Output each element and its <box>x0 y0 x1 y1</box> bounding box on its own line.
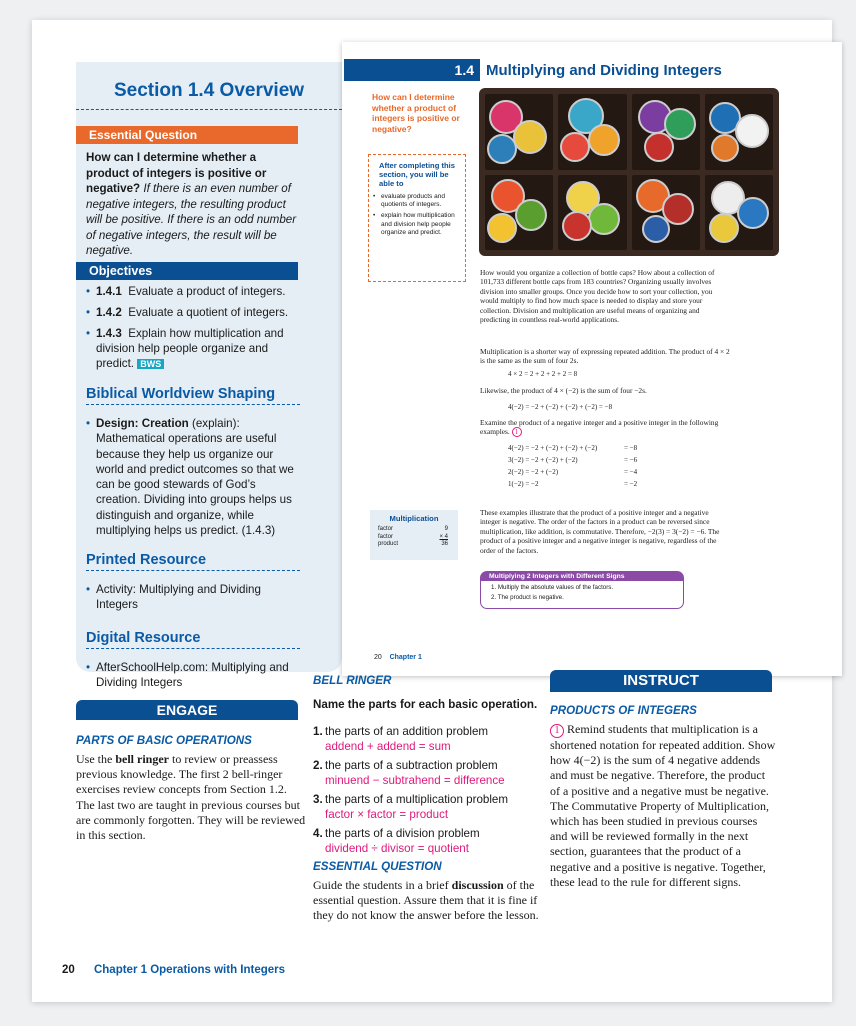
instruct-body: Remind students that multiplication is a shortened notation for repeated addition. Show how 4(−2) is the sum of 4 negative addends and must be negative. Therefore, the product of a positive and a negative must be negative. The Commutative Property of Multiplication, which has been studied in previous courses and will be reviewed formally in the next section, guarantees that the product of a negative and a positive is negative. Together, these lead to the rule for different signs. <box>550 722 776 889</box>
eq-answer: If there is an even number of negative integers, the resulting product will be positive. If there is an odd number of negative integers, the result will be negative. <box>86 182 297 257</box>
guiding-question: How can I determine whether a product of integers is positive or negative? <box>372 92 460 134</box>
engage-bar: ENGAGE <box>76 700 298 720</box>
example-result: = −6 <box>624 456 638 464</box>
teacher-edition-page <box>32 20 832 1002</box>
item-answer: dividend ÷ divisor = quotient <box>325 841 469 855</box>
marker-1: 1 <box>512 427 522 437</box>
intro-paragraph: How would you organize a collection of bottle caps? How about a collection of 101,733 different bottle caps from 183 countries? Organizing usually involves division into smaller groups. Once you decide how to sort your collection, you would multiply to find how much space is needed to display and store your collection. Division and multiplication are useful means of organizing and predicting in countless real-world applications. <box>480 268 715 325</box>
page-footer <box>62 964 285 976</box>
photo-cell <box>705 175 773 251</box>
item-number: 3. <box>313 793 323 806</box>
engage-text-bold: bell ringer <box>115 752 169 766</box>
objective-text: Explain how multiplication and division help people organize and predict. <box>96 327 284 370</box>
bws-heading: Biblical Worldview Shaping <box>86 386 300 405</box>
footer-page-number: 20 <box>62 964 75 976</box>
rule-heading: Multiplying 2 Integers with Different Signs <box>481 572 683 581</box>
equation-1: 4 × 2 = 2 + 2 + 2 + 2 = 8 <box>508 370 578 378</box>
bws-text <box>86 416 300 538</box>
essential-question-text <box>86 150 300 259</box>
instruct-bar: INSTRUCT <box>550 670 772 692</box>
bell-ringer-item <box>313 827 543 856</box>
mult-box-heading: Multiplication <box>389 514 439 523</box>
photo-cell <box>632 94 700 170</box>
item-question: the parts of a multiplication problem <box>325 793 509 806</box>
objective-text: Evaluate a product of integers. <box>128 285 286 298</box>
essential-question-guidance <box>313 878 543 924</box>
vocab-value: 36 <box>441 541 448 547</box>
objective-text: Evaluate a quotient of integers. <box>128 306 289 319</box>
mult-box-grid <box>370 526 458 549</box>
photo-cell <box>705 94 773 170</box>
objective-code: 1.4.3 <box>96 327 122 340</box>
item-answer: factor × factor = product <box>325 807 449 821</box>
example-row: 2(−2) = −2 + (−2) <box>508 468 559 476</box>
objectives-label: Objectives <box>76 262 298 280</box>
bws-lead: Design: Creation <box>96 417 189 430</box>
item-answer: minuend − subtrahend = difference <box>325 773 505 787</box>
vocab-label: factor <box>378 533 394 540</box>
bell-ringer-item <box>313 725 543 754</box>
outcomes-heading: After completing this section, you will be able to <box>379 161 455 188</box>
item-question: the parts of a division problem <box>325 827 480 840</box>
item-number: 4. <box>313 827 323 840</box>
conclusion-paragraph: These examples illustrate that the product of a positive integer and a negative integer is negative. The order of the factors in a product can be reversed since multiplication, like addition, is commutative. Therefore, −2(3) = 3(−2) = −6. The product of a positive integer and a negative integer is negative, regardless of the order of the factors. <box>480 508 720 555</box>
bws-badge: BWS <box>137 359 164 369</box>
page-number: 20 <box>374 654 382 661</box>
objectives-list <box>86 284 300 378</box>
eq-post: of the essential question. Assure them that it is fine if they do not know the answer before the lesson. <box>313 878 539 923</box>
essential-question-label: Essential Question <box>76 126 298 144</box>
digital-resource-heading: Digital Resource <box>86 630 300 649</box>
outcomes-list <box>369 188 465 237</box>
examine-text: Examine the product of a negative integer and a positive integer in the following examples. <box>480 418 719 437</box>
bws-lead-note: (explain): <box>192 417 240 430</box>
printed-resource-link[interactable]: • Activity: Multiplying and Dividing Integers <box>86 582 300 613</box>
photo-cell <box>558 175 626 251</box>
bottle-caps-photo <box>479 88 779 256</box>
student-page-inset <box>342 42 842 676</box>
footer-chapter: Chapter 1 Operations with Integers <box>93 964 286 976</box>
rule-box <box>480 571 684 609</box>
student-page-title: Multiplying and Dividing Integers <box>486 61 722 79</box>
eq-question: How can I determine whether a product of integers is positive or negative? <box>86 151 267 195</box>
overview-title: Section 1.4 Overview <box>113 80 305 101</box>
photo-cell <box>558 94 626 170</box>
item-number: 1. <box>313 725 323 738</box>
example-result: = −4 <box>624 468 638 476</box>
learning-outcomes-box <box>368 154 466 282</box>
equation-2: 4(−2) = −2 + (−2) + (−2) + (−2) = −8 <box>508 403 613 411</box>
student-page-footer <box>374 654 422 661</box>
rule-step: 1. Multiply the absolute values of the factors. <box>491 584 614 591</box>
objective-code: 1.4.2 <box>96 306 122 319</box>
likewise-paragraph: Likewise, the product of 4 × (−2) is the sum of four −2s. <box>480 386 647 395</box>
section-overview-sidebar <box>76 62 342 690</box>
photo-cell <box>485 175 553 251</box>
example-result: = −2 <box>624 480 638 488</box>
outcome-item: • evaluate products and quotients of integers. <box>373 193 461 209</box>
multiplication-vocab-box <box>370 510 458 560</box>
bws-body: Mathematical operations are useful because they help us organize our world and predict outcomes so that we can be good stewards of God’s creation. Dividing into groups helps us distinguish and organize, while multiplying helps us predict. (1.4.3) <box>96 432 294 538</box>
engage-text-post: to review or preassess previous knowledge. The first 2 bell-ringer exercises review concepts from Section 1.2. The last two are taught in previous courses but are commonly forgotten. They will be reviewed in this section. <box>76 752 306 843</box>
engage-heading: PARTS OF BASIC OPERATIONS <box>76 734 252 747</box>
bell-ringer-item <box>313 793 543 822</box>
student-page-header <box>344 58 722 82</box>
rule-step: 2. The product is negative. <box>491 594 564 601</box>
objective-code: 1.4.1 <box>96 285 122 298</box>
photo-cell <box>485 94 553 170</box>
outcome-item: • explain how multiplication and division help people organize and predict. <box>373 212 461 237</box>
bell-ringer-item <box>313 759 543 788</box>
item-question: the parts of a subtraction problem <box>325 759 498 772</box>
bell-ringer-heading: BELL RINGER <box>313 674 392 687</box>
item-answer: addend + addend = sum <box>325 739 451 753</box>
vocab-label: product <box>378 541 399 547</box>
vocab-label: factor <box>378 526 394 532</box>
objective-item <box>86 284 300 299</box>
chapter-label: Chapter 1 <box>389 654 422 661</box>
multiplication-paragraph: Multiplication is a shorter way of expressing repeated addition. The product of 4 × 2 is the same as the sum of four 2s. <box>480 347 730 366</box>
instruct-heading: PRODUCTS OF INTEGERS <box>550 704 697 717</box>
essential-question-heading: ESSENTIAL QUESTION <box>313 860 442 873</box>
example-row: 1(−2) = −2 <box>508 480 539 488</box>
engage-text <box>76 752 306 843</box>
examine-paragraph <box>480 418 730 437</box>
bell-ringer-prompt: Name the parts for each basic operation. <box>313 698 538 711</box>
photo-cell <box>632 175 700 251</box>
objective-item <box>86 305 300 320</box>
divider <box>76 109 342 110</box>
vocab-value: × 4 <box>439 533 448 540</box>
objective-item <box>86 326 300 372</box>
item-question: the parts of an addition problem <box>325 725 489 738</box>
engage-text-pre: Use the <box>76 752 116 766</box>
rule-steps <box>481 581 683 603</box>
marker-1: 1 <box>550 724 564 738</box>
example-row: 3(−2) = −2 + (−2) + (−2) <box>508 456 578 464</box>
printed-resource-heading: Printed Resource <box>86 552 300 571</box>
eq-bold: discussion <box>451 878 504 892</box>
section-number: 1.4 <box>344 59 480 81</box>
eq-pre: Guide the students in a brief <box>313 878 452 892</box>
vocab-value: 9 <box>444 526 448 532</box>
digital-resource-link[interactable]: • AfterSchoolHelp.com: Multiplying and Dividing Integers <box>86 660 300 691</box>
item-number: 2. <box>313 759 323 772</box>
bell-ringer-list <box>313 725 543 861</box>
example-row: 4(−2) = −2 + (−2) + (−2) + (−2) <box>508 444 598 452</box>
example-result: = −8 <box>624 444 638 452</box>
instruct-text <box>550 722 776 890</box>
